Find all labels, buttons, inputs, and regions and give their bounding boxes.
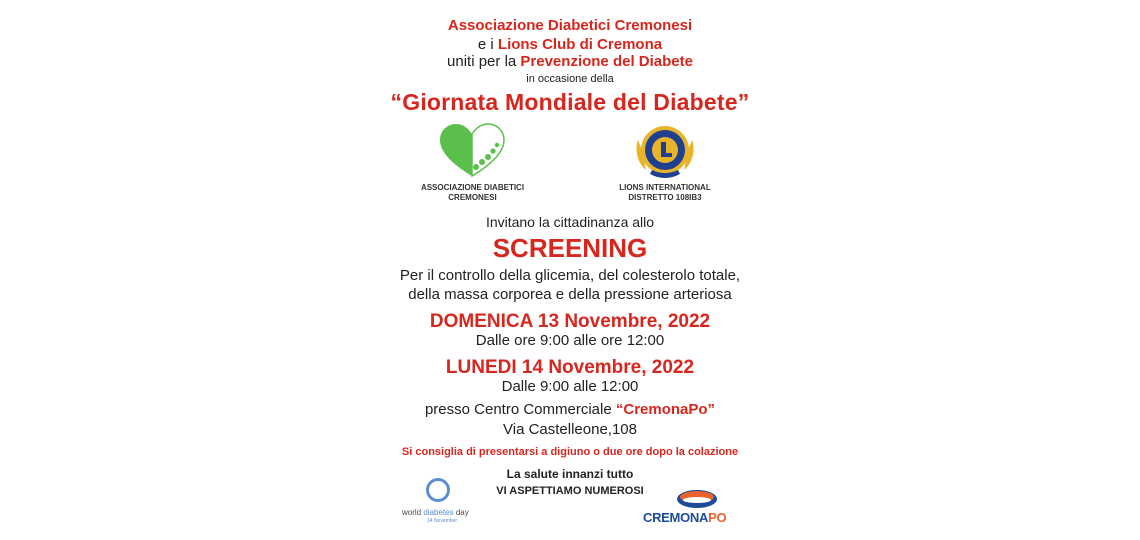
wdd-world: world [402, 508, 424, 517]
blue-circle-icon [426, 478, 450, 502]
description-line-1: Per il controllo della glicemia, del colesterolo totale, [399, 267, 741, 284]
lions-caption-line-2: DISTRETTO 108IB3 [628, 193, 702, 202]
cremonapo-part1: CREMONA [643, 510, 709, 525]
world-diabetes-day-logo [402, 478, 482, 528]
hours-monday: Dalle 9:00 alle 12:00 [501, 378, 639, 395]
org-lions-name: Lions Club di Cremona [497, 36, 663, 53]
prevention-text: Prevenzione del Diabete [520, 53, 693, 70]
org-line-3-prefix: uniti per la [447, 53, 521, 70]
cremonapo-ellipse-icon [673, 488, 721, 510]
cremonapo-logo [643, 488, 753, 528]
lions-caption [600, 183, 730, 203]
date-sunday: DOMENICA 13 Novembre, 2022 [429, 311, 711, 332]
location-prefix: presso Centro Commerciale [424, 401, 616, 418]
adc-heart-logo [432, 120, 512, 180]
cremonapo-part2: PO [708, 510, 727, 525]
org-line-2 [0, 36, 1140, 53]
location-name: “CremonaPo” [615, 401, 716, 418]
location-line [0, 401, 1140, 418]
wdd-wordmark [402, 508, 482, 517]
occasion-text: in occasione della [526, 73, 614, 85]
event-title: “Giornata Mondiale del Diabete” [390, 89, 750, 115]
lions-caption-line-1: LIONS INTERNATIONAL [619, 183, 711, 192]
date-monday: LUNEDI 14 Novembre, 2022 [445, 357, 695, 378]
screening-heading: SCREENING [492, 233, 648, 263]
welcome-message: VI ASPETTIAMO NUMEROSI [496, 485, 644, 497]
adc-caption [405, 183, 540, 203]
adc-caption-line-2: CREMONESI [448, 193, 497, 202]
wdd-diabetes: diabetes [423, 508, 454, 517]
cremonapo-wordmark [643, 510, 753, 525]
hours-sunday: Dalle ore 9:00 alle ore 12:00 [475, 332, 665, 349]
fasting-advice: Si consiglia di presentarsi a digiuno o due ore dopo la colazione [401, 446, 739, 458]
org-line-2-prefix: e i [477, 36, 498, 53]
org-line-1 [0, 17, 1140, 34]
invite-text: Invitano la cittadinanza allo [485, 214, 655, 230]
org-line-3 [0, 53, 1140, 70]
adc-caption-line-1: ASSOCIAZIONE DIABETICI [420, 183, 525, 192]
org-adc-name: Associazione Diabetici Cremonesi [447, 17, 693, 34]
description-line-2: della massa corporea e della pressione arteriosa [408, 286, 732, 303]
health-slogan: La salute innanzi tutto [506, 467, 634, 481]
wdd-day: day [453, 508, 469, 517]
wdd-date: 14 November [427, 518, 458, 524]
street-address: Via Castelleone,108 [503, 421, 637, 438]
lions-emblem-logo [632, 120, 698, 182]
